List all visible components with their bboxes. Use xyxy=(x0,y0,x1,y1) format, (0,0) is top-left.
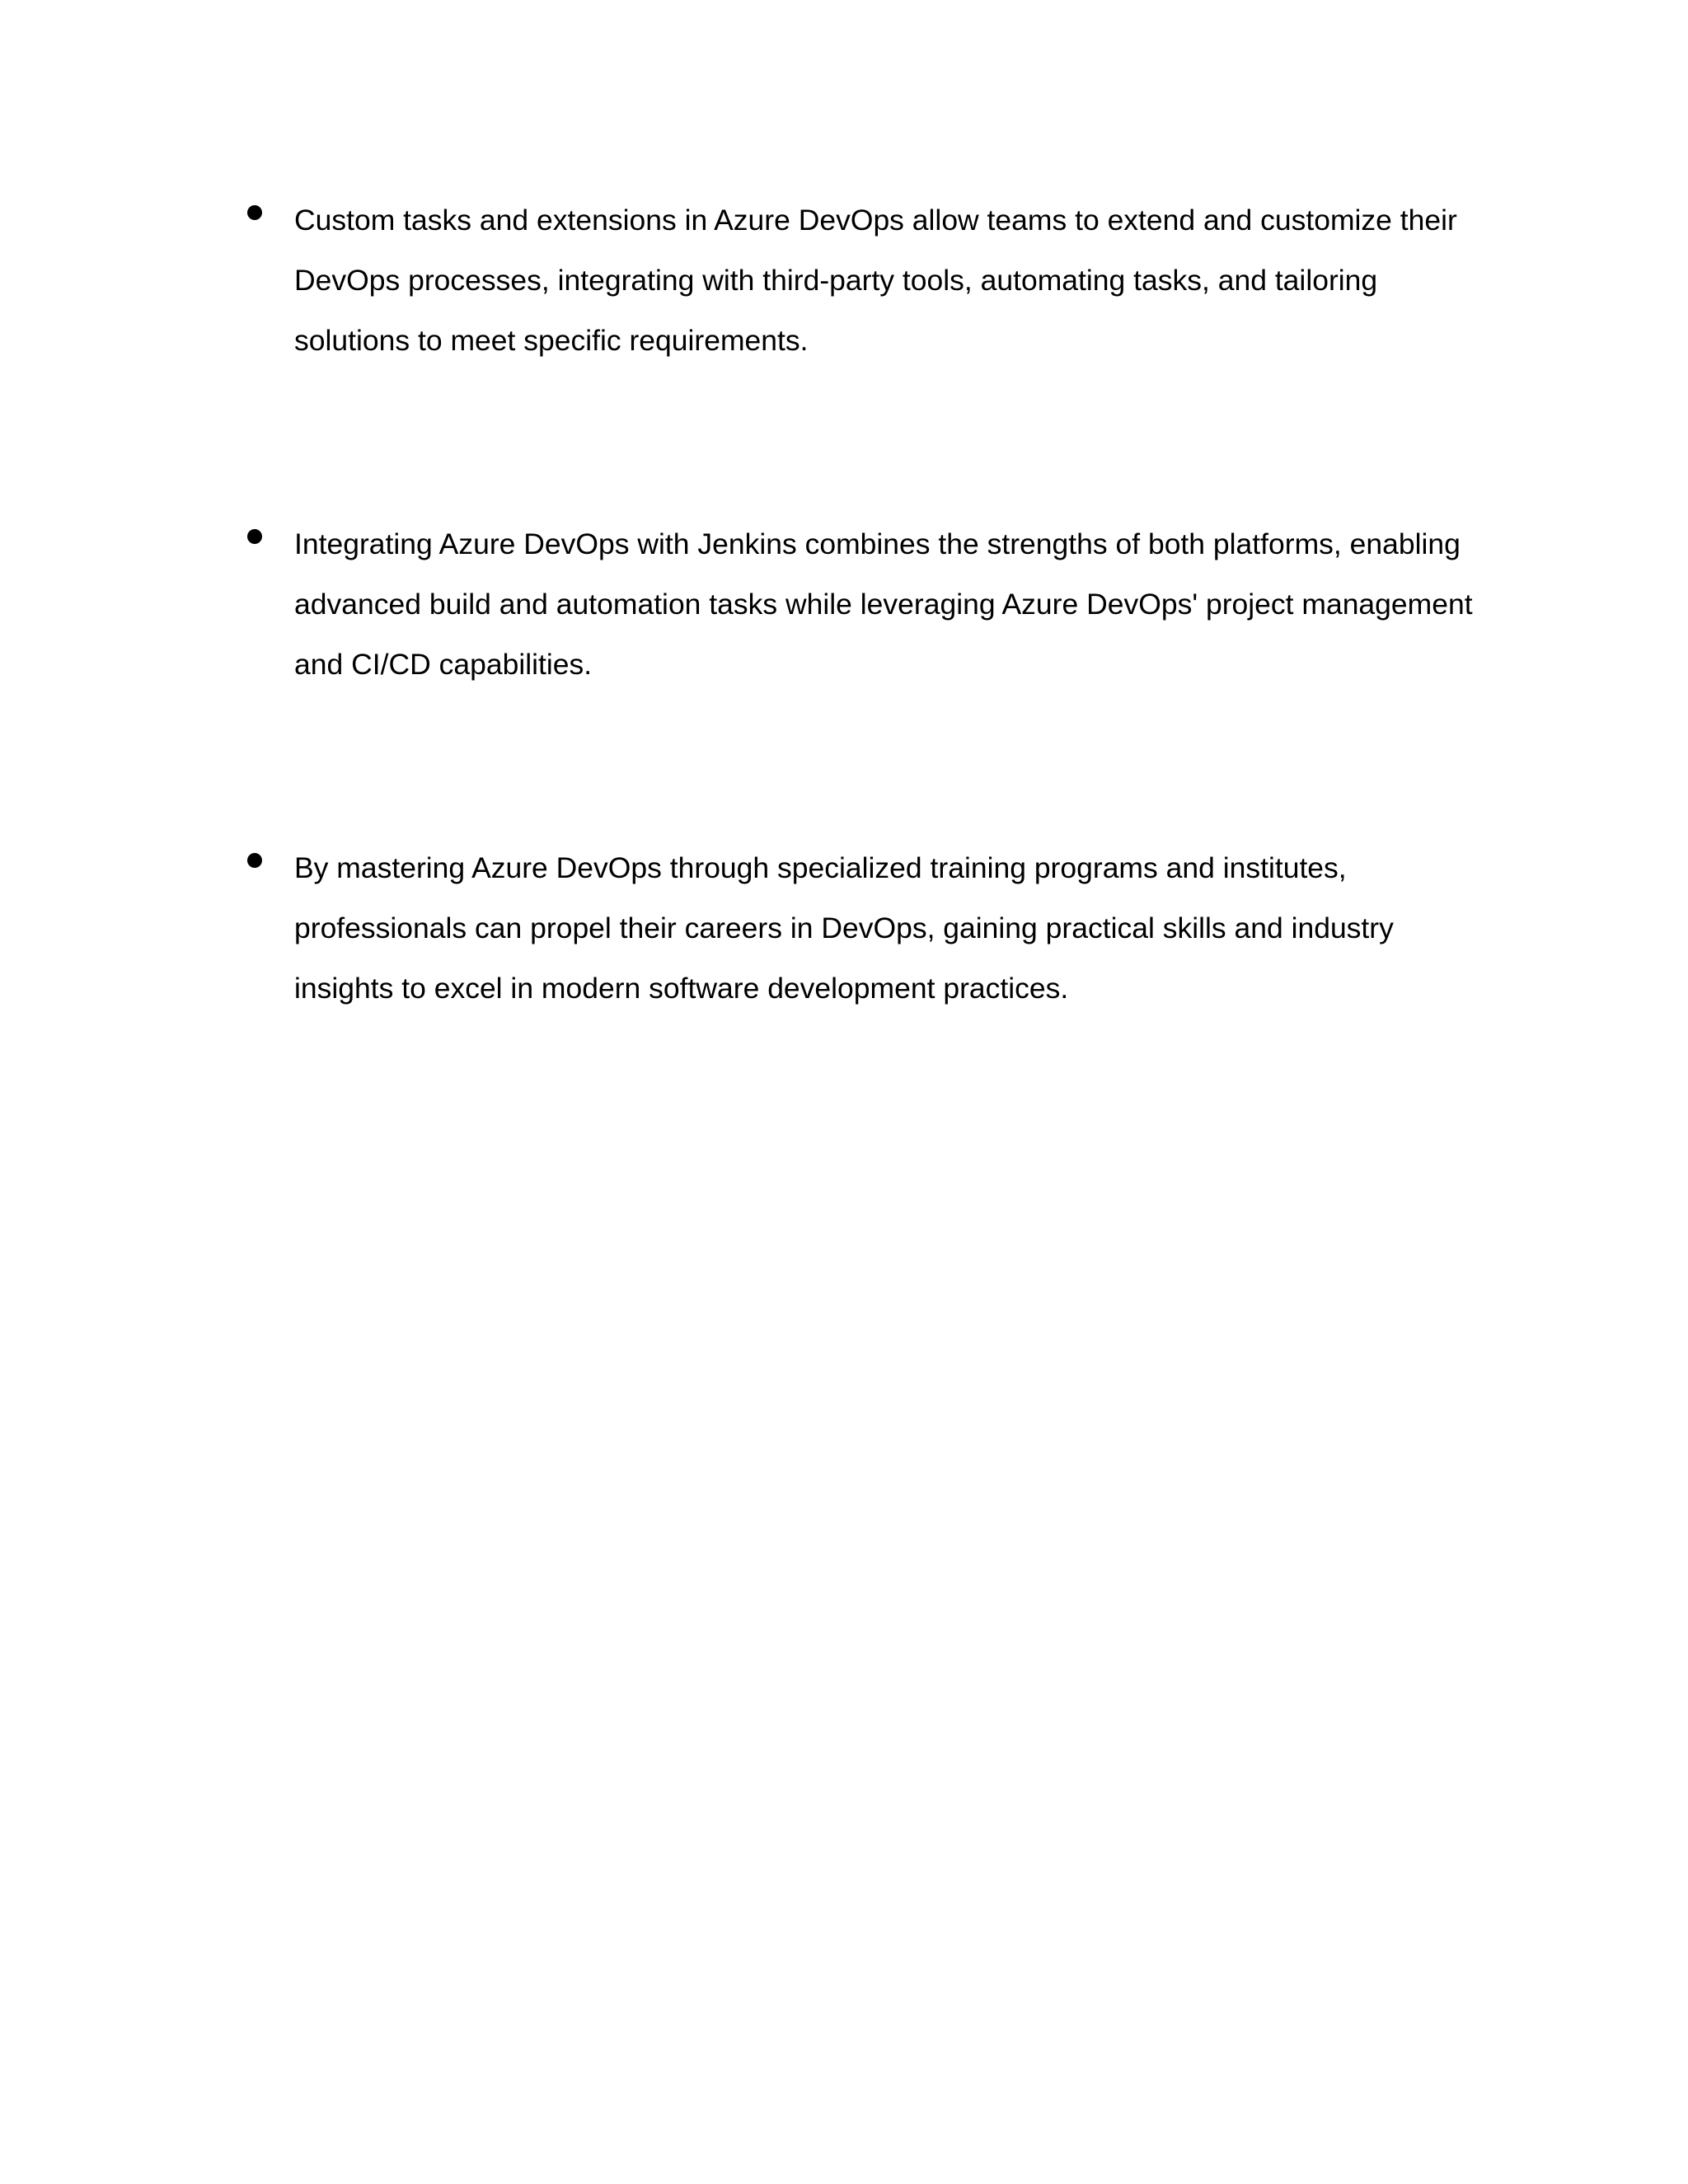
bullet-icon xyxy=(247,205,262,220)
bullet-text: Integrating Azure DevOps with Jenkins combines the strengths of both platforms, enabling advanced build and automation tasks while leveraging Azure DevOps' project management and CI/CD capabilities. xyxy=(294,527,1473,681)
bullet-icon xyxy=(247,853,262,868)
bullet-text: Custom tasks and extensions in Azure DevOps allow teams to extend and customize their DevOps processes, integrating with third-party tools, automating tasks, and tailoring solutions to meet specific requirements. xyxy=(294,204,1457,357)
bullet-text: By mastering Azure DevOps through specialized training programs and institutes, professionals can propel their careers in DevOps, gaining practical skills and industry insights to excel in modern software development practices. xyxy=(294,851,1394,1005)
bullet-icon xyxy=(247,529,262,544)
